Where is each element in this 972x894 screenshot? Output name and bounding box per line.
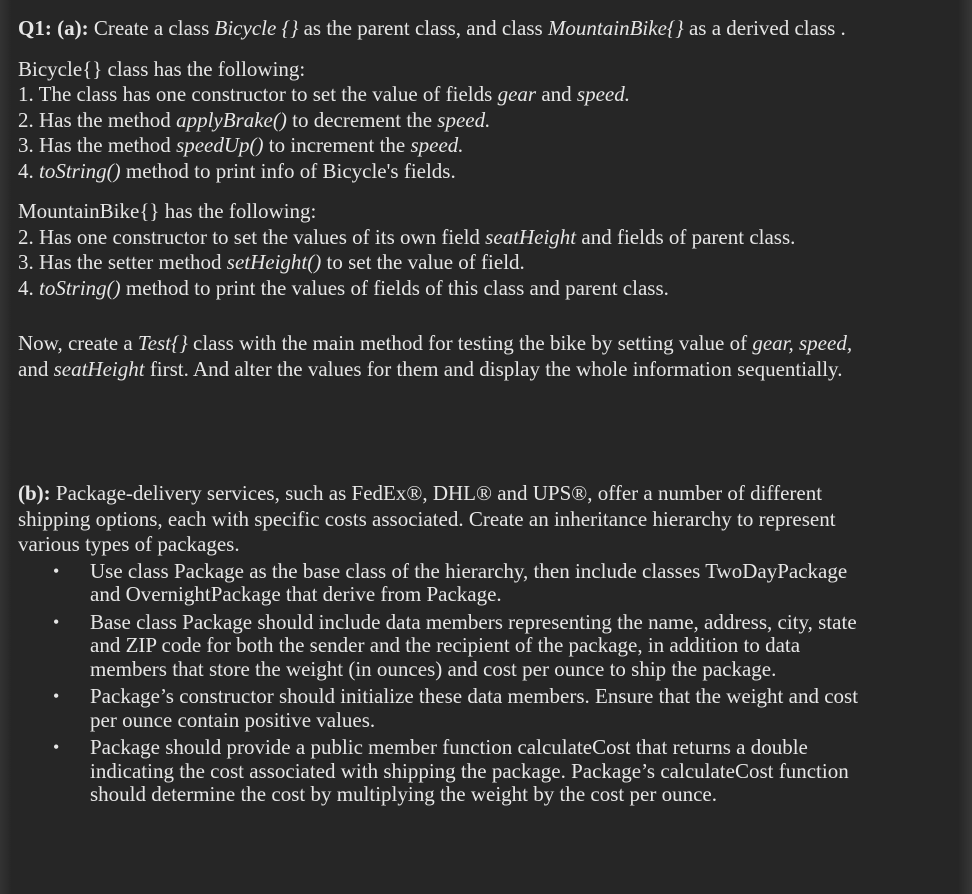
bicycle-item-1-and: and xyxy=(536,82,577,106)
bullet-4-line-2: indicating the cost associated with shipping the package. Package’s calculateCost function xyxy=(90,758,849,783)
bicycle-item-2 xyxy=(18,108,960,134)
bicycle-section xyxy=(18,57,960,185)
bicycle-item-3-text-2: to increment the xyxy=(263,133,411,157)
mountainbike-item-3 xyxy=(18,250,960,276)
field-speed: speed. xyxy=(576,82,630,106)
bullet-icon: • xyxy=(53,737,60,757)
bicycle-item-4-text: method to print info of Bicycle's fields. xyxy=(120,158,456,183)
q1b-section xyxy=(18,481,960,807)
test-line-1-text-2: class with the main method for testing the bike by setting value of xyxy=(187,331,753,355)
test-section xyxy=(18,331,960,382)
list-item xyxy=(18,560,960,607)
q1b-line-2: shipping options, each with specific costs associated. Create an inheritance hierarchy to represent xyxy=(18,506,836,531)
q1a-text-1: Create a class xyxy=(88,16,215,40)
q1b-bullet-list xyxy=(18,560,960,807)
bicycle-header: Bicycle{} class has the following: xyxy=(18,56,306,81)
mountainbike-item-3-text-2: to set the value of field. xyxy=(321,250,525,274)
mountainbike-item-4 xyxy=(18,276,960,302)
mountainbike-item-2-text-2: and fields of parent class. xyxy=(576,224,796,249)
q1b-line-3: various types of packages. xyxy=(18,532,240,556)
q1a-text-3: as a derived class . xyxy=(683,16,846,40)
mountainbike-item-4-number: 4. xyxy=(18,275,39,300)
test-line-2 xyxy=(18,357,960,383)
bicycle-item-3 xyxy=(18,133,960,159)
field-speed: speed. xyxy=(437,107,491,132)
bullet-3-line-1: Package’s constructor should initialize these data members. Ensure that the weight and cost xyxy=(90,684,859,708)
field-speed: speed. xyxy=(410,133,464,157)
test-fields-gear-speed: gear, speed, xyxy=(752,331,853,355)
method-tostring: toString() xyxy=(39,275,121,300)
bullet-icon: • xyxy=(53,611,60,632)
test-class-name: Test{} xyxy=(137,331,188,355)
bullet-icon: • xyxy=(53,686,60,706)
bullet-1-line-2: and OvernightPackage that derive from Package. xyxy=(90,582,502,606)
bullet-2-line-1: Base class Package should include data members representing the name, address, city, state xyxy=(90,609,857,634)
method-tostring: toString() xyxy=(39,158,121,183)
test-line-1-text: Now, create a xyxy=(18,331,138,355)
field-gear: gear xyxy=(497,82,537,106)
test-line-1 xyxy=(18,331,960,357)
mountainbike-item-3-text: 3. Has the setter method xyxy=(18,250,227,274)
method-setheight: setHeight() xyxy=(226,250,322,274)
mountainbike-item-4-text: method to print the values of fields of this class and parent class. xyxy=(120,275,669,300)
bicycle-item-2-text-2: to decrement the xyxy=(286,107,438,132)
mountainbike-item-2 xyxy=(18,225,960,251)
bicycle-item-3-text: 3. Has the method xyxy=(18,133,177,157)
mountainbike-class-name: MountainBike{} xyxy=(547,16,684,40)
q1b-label: (b): xyxy=(18,481,51,505)
mountainbike-header: MountainBike{} has the following: xyxy=(18,199,317,223)
field-seatheight: seatHeight xyxy=(485,224,577,249)
bullet-4-line-3: should determine the cost by multiplying the weight by the cost per ounce. xyxy=(90,782,717,806)
bicycle-item-4 xyxy=(18,159,960,185)
mountainbike-item-2-text: 2. Has one constructor to set the values of its own field xyxy=(18,224,486,249)
q1a-label: Q1: (a): xyxy=(18,16,89,40)
bullet-1-line-1: Use class Package as the base class of the hierarchy, then include classes TwoDayPackage xyxy=(90,558,848,583)
list-item xyxy=(18,736,960,807)
bullet-icon: • xyxy=(53,560,60,581)
bullet-3-line-2: per ounce contain positive values. xyxy=(90,707,376,732)
q1b-line-1 xyxy=(18,481,960,507)
field-seatheight: seatHeight xyxy=(53,356,145,381)
bicycle-item-1 xyxy=(18,82,960,108)
bicycle-item-1-text: 1. The class has one constructor to set the value of fields xyxy=(18,82,498,106)
bicycle-item-2-text: 2. Has the method xyxy=(18,107,177,132)
list-item xyxy=(18,685,960,732)
test-line-2-and: and xyxy=(18,356,54,381)
test-line-2-text: first. And alter the values for them and display the whole information sequentially. xyxy=(144,356,843,381)
method-applybrake: applyBrake() xyxy=(176,107,287,132)
method-speedup: speedUp() xyxy=(176,133,264,157)
bullet-2-line-3: members that store the weight (in ounces) and cost per ounce to ship the package. xyxy=(90,656,777,681)
bullet-2-line-2: and ZIP code for both the sender and the recipient of the package, in addition to data xyxy=(90,633,801,657)
q1a-text-2: as the parent class, and class xyxy=(298,16,548,40)
bicycle-item-4-number: 4. xyxy=(18,158,39,183)
q1b-line-1-text: Package-delivery services, such as FedEx®, DHL® and UPS®, offer a number of different xyxy=(50,481,823,505)
q1a-title xyxy=(18,16,960,42)
bullet-4-line-1: Package should provide a public member function calculateCost that returns a double xyxy=(90,735,808,759)
bicycle-class-name: Bicycle {} xyxy=(214,16,299,40)
mountainbike-section xyxy=(18,199,960,301)
list-item xyxy=(18,611,960,682)
